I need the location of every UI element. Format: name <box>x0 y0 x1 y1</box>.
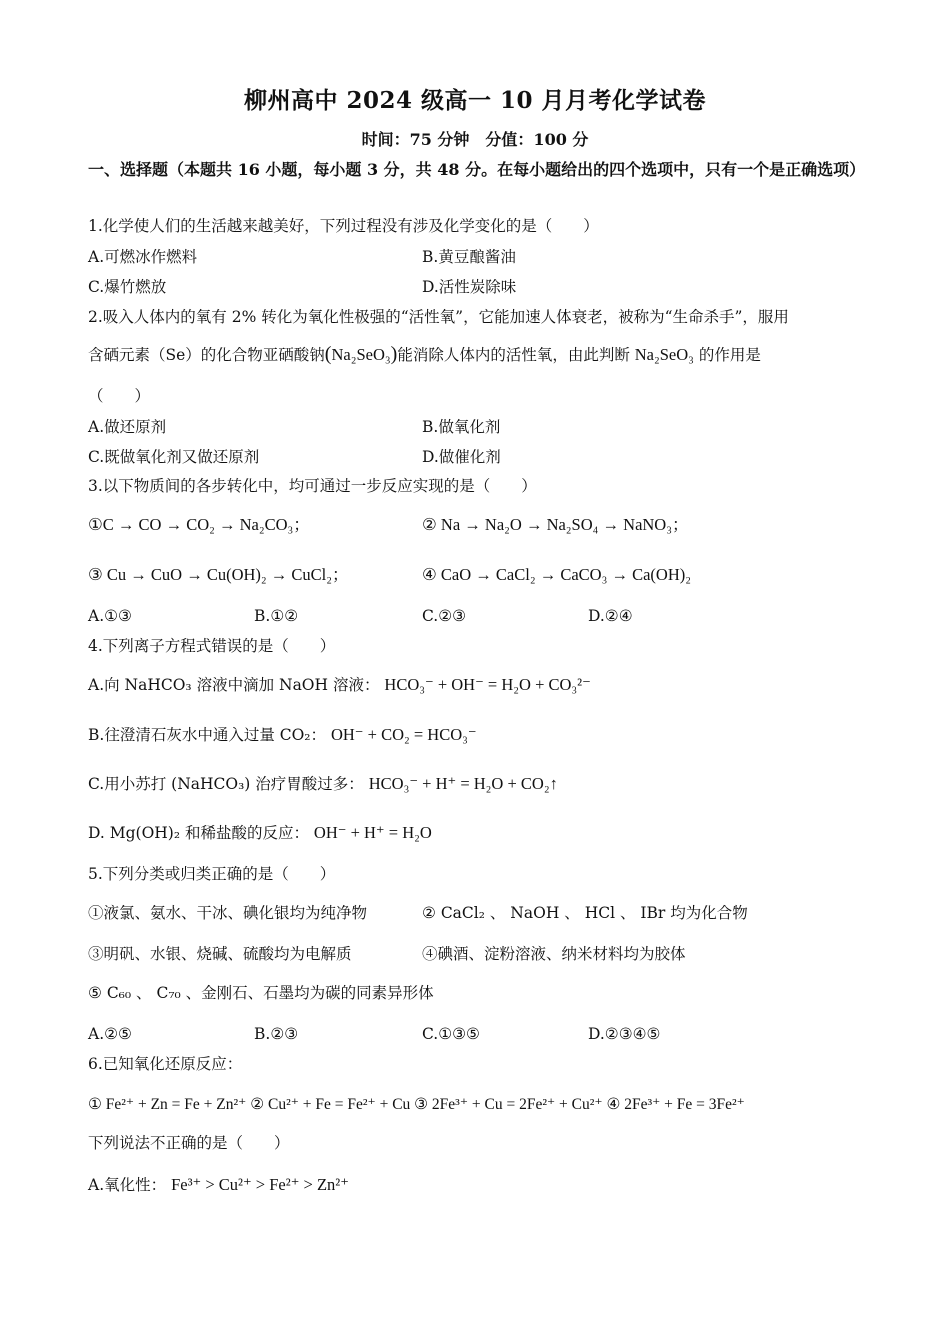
q5-statement-1: ①液氯、氨水、干冰、碘化银均为纯净物 <box>88 904 368 922</box>
q2-stem-part-a: 含硒元素（Se）的化合物亚硒酸钠 <box>88 346 325 364</box>
q2-answer-blank: （ ） <box>88 387 151 405</box>
q2-stem-part-c: 的作用是 <box>698 346 761 364</box>
q2-stem-part-b: 能消除人体内的活性氧，由此判断 <box>397 346 630 364</box>
q2-options-row2 <box>88 446 501 468</box>
q1-options-row1 <box>88 246 516 268</box>
q3-option-a: A.①③ <box>88 607 132 625</box>
q3-chain-1: ①C → CO → CO₂ → Na₂CO₃； <box>88 515 310 534</box>
exam-time-score: 时间：75 分钟 分值：100 分 <box>361 130 589 149</box>
q4-option-b-text: B.往澄清石灰水中通入过量 CO₂： <box>88 726 327 744</box>
q4-option-b <box>88 724 477 746</box>
q4-option-d-text: D. Mg(OH)₂ 和稀盐酸的反应： <box>88 824 309 842</box>
q2-formula-2: Na₂SeO₃ <box>634 345 694 364</box>
q2-option-d: D.做催化剂 <box>422 448 501 466</box>
q3-option-b: B.①② <box>254 607 299 625</box>
q3-row2 <box>88 564 691 586</box>
q1-stem: 1.化学使人们的生活越来越美好，下列过程没有涉及化学变化的是（ ） <box>88 217 599 235</box>
q4-option-a-text: A.向 NaHCO₃ 溶液中滴加 NaOH 溶液： <box>88 676 380 694</box>
q2-stem-line1: 2.吸入人体内的氧有 2% 转化为氧化性极强的“活性氧”，它能加速人体衰老，被称为“生命杀手”，服用 <box>88 308 789 326</box>
q3-option-c: C.②③ <box>422 607 467 625</box>
q5-statement-4: ④碘酒、淀粉溶液、纳米材料均为胶体 <box>422 945 686 963</box>
q5-stem: 5.下列分类或归类正确的是（ ） <box>88 865 336 883</box>
q3-options <box>88 605 633 627</box>
q2-formula-1-text: Na₂SeO₃ <box>331 345 391 364</box>
q5-option-a: A.②⑤ <box>88 1025 132 1043</box>
q1-option-b: B.黄豆酿酱油 <box>422 248 516 266</box>
q5-statement-5: ⑤ C₆₀ 、 C₇₀ 、金刚石、石墨均为碳的同素异形体 <box>88 984 434 1002</box>
q3-option-d: D.②④ <box>588 607 633 625</box>
q5-statement-2: ② CaCl₂ 、 NaOH 、 HCl 、 IBr 均为化合物 <box>422 904 748 922</box>
q1-option-a: A.可燃冰作燃料 <box>88 248 198 266</box>
q6-option-a <box>88 1174 349 1196</box>
q4-option-d-equation: OH⁻ + H⁺ = H₂O <box>313 823 432 842</box>
q1-option-d: D.活性炭除味 <box>422 278 517 296</box>
q3-stem: 3.以下物质间的各步转化中，均可通过一步反应实现的是（ ） <box>88 477 537 495</box>
q2-stem-line2 <box>88 343 761 366</box>
q4-stem: 4.下列离子方程式错误的是（ ） <box>88 637 336 655</box>
q2-options-row1 <box>88 416 501 438</box>
q6-reactions: ① Fe²⁺ + Zn = Fe + Zn²⁺ ② Cu²⁺ + Fe = Fe²⁺ + Cu ③ 2Fe³⁺ + Cu = 2Fe²⁺ + Cu²⁺ ④ 2Fe³⁺ + Fe = 3Fe²⁺ <box>88 1096 745 1113</box>
q5-options <box>88 1023 661 1045</box>
q3-row1 <box>88 514 689 536</box>
q6-option-a-equation: Fe³⁺ > Cu²⁺ > Fe²⁺ > Zn²⁺ <box>171 1175 349 1194</box>
q2-formula-1-close: ) <box>390 343 398 365</box>
q4-option-c-equation: HCO₃⁻ + H⁺ = H₂O + CO₂↑ <box>368 774 558 793</box>
q5-row1 <box>88 902 748 924</box>
q4-option-a <box>88 674 591 696</box>
q2-formula-1: ( <box>324 343 332 365</box>
q2-option-c: C.既做氧化剂又做还原剂 <box>88 448 260 466</box>
q5-statement-3: ③明矾、水银、烧碱、硫酸均为电解质 <box>88 945 352 963</box>
q4-option-c-text: C.用小苏打 (NaHCO₃) 治疗胃酸过多： <box>88 775 364 793</box>
q3-chain-3: ③ Cu → CuO → Cu(OH)₂ → CuCl₂； <box>88 565 349 584</box>
q5-option-b: B.②③ <box>254 1025 299 1043</box>
q2-option-b: B.做氧化剂 <box>422 418 501 436</box>
q5-option-c: C.①③⑤ <box>422 1025 480 1043</box>
q1-option-c: C.爆竹燃放 <box>88 278 167 296</box>
q6-question: 下列说法不正确的是（ ） <box>88 1134 290 1152</box>
q4-option-a-equation: HCO₃⁻ + OH⁻ = H₂O + CO₃²⁻ <box>384 675 591 694</box>
page-title: 柳州高中 2024 级高一 10 月月考化学试卷 <box>243 87 707 114</box>
q3-chain-2: ② Na → Na₂O → Na₂SO₄ → NaNO₃； <box>422 515 689 534</box>
q2-option-a: A.做还原剂 <box>88 418 167 436</box>
q4-option-b-equation: OH⁻ + CO₂ = HCO₃⁻ <box>330 725 477 744</box>
section-heading: 一、选择题（本题共 16 小题，每小题 3 分，共 48 分。在每小题给出的四个选项中，只有一个是正确选项） <box>88 160 866 179</box>
q6-option-a-text: A.氧化性： <box>88 1176 167 1194</box>
q4-option-c <box>88 773 558 795</box>
q5-row2 <box>88 943 686 965</box>
q5-option-d: D.②③④⑤ <box>588 1025 661 1043</box>
q6-stem: 6.已知氧化还原反应： <box>88 1055 243 1073</box>
q3-chain-4: ④ CaO → CaCl₂ → CaCO₃ → Ca(OH)₂ <box>422 565 691 584</box>
q4-option-d <box>88 822 432 844</box>
q1-options-row2 <box>88 276 517 298</box>
